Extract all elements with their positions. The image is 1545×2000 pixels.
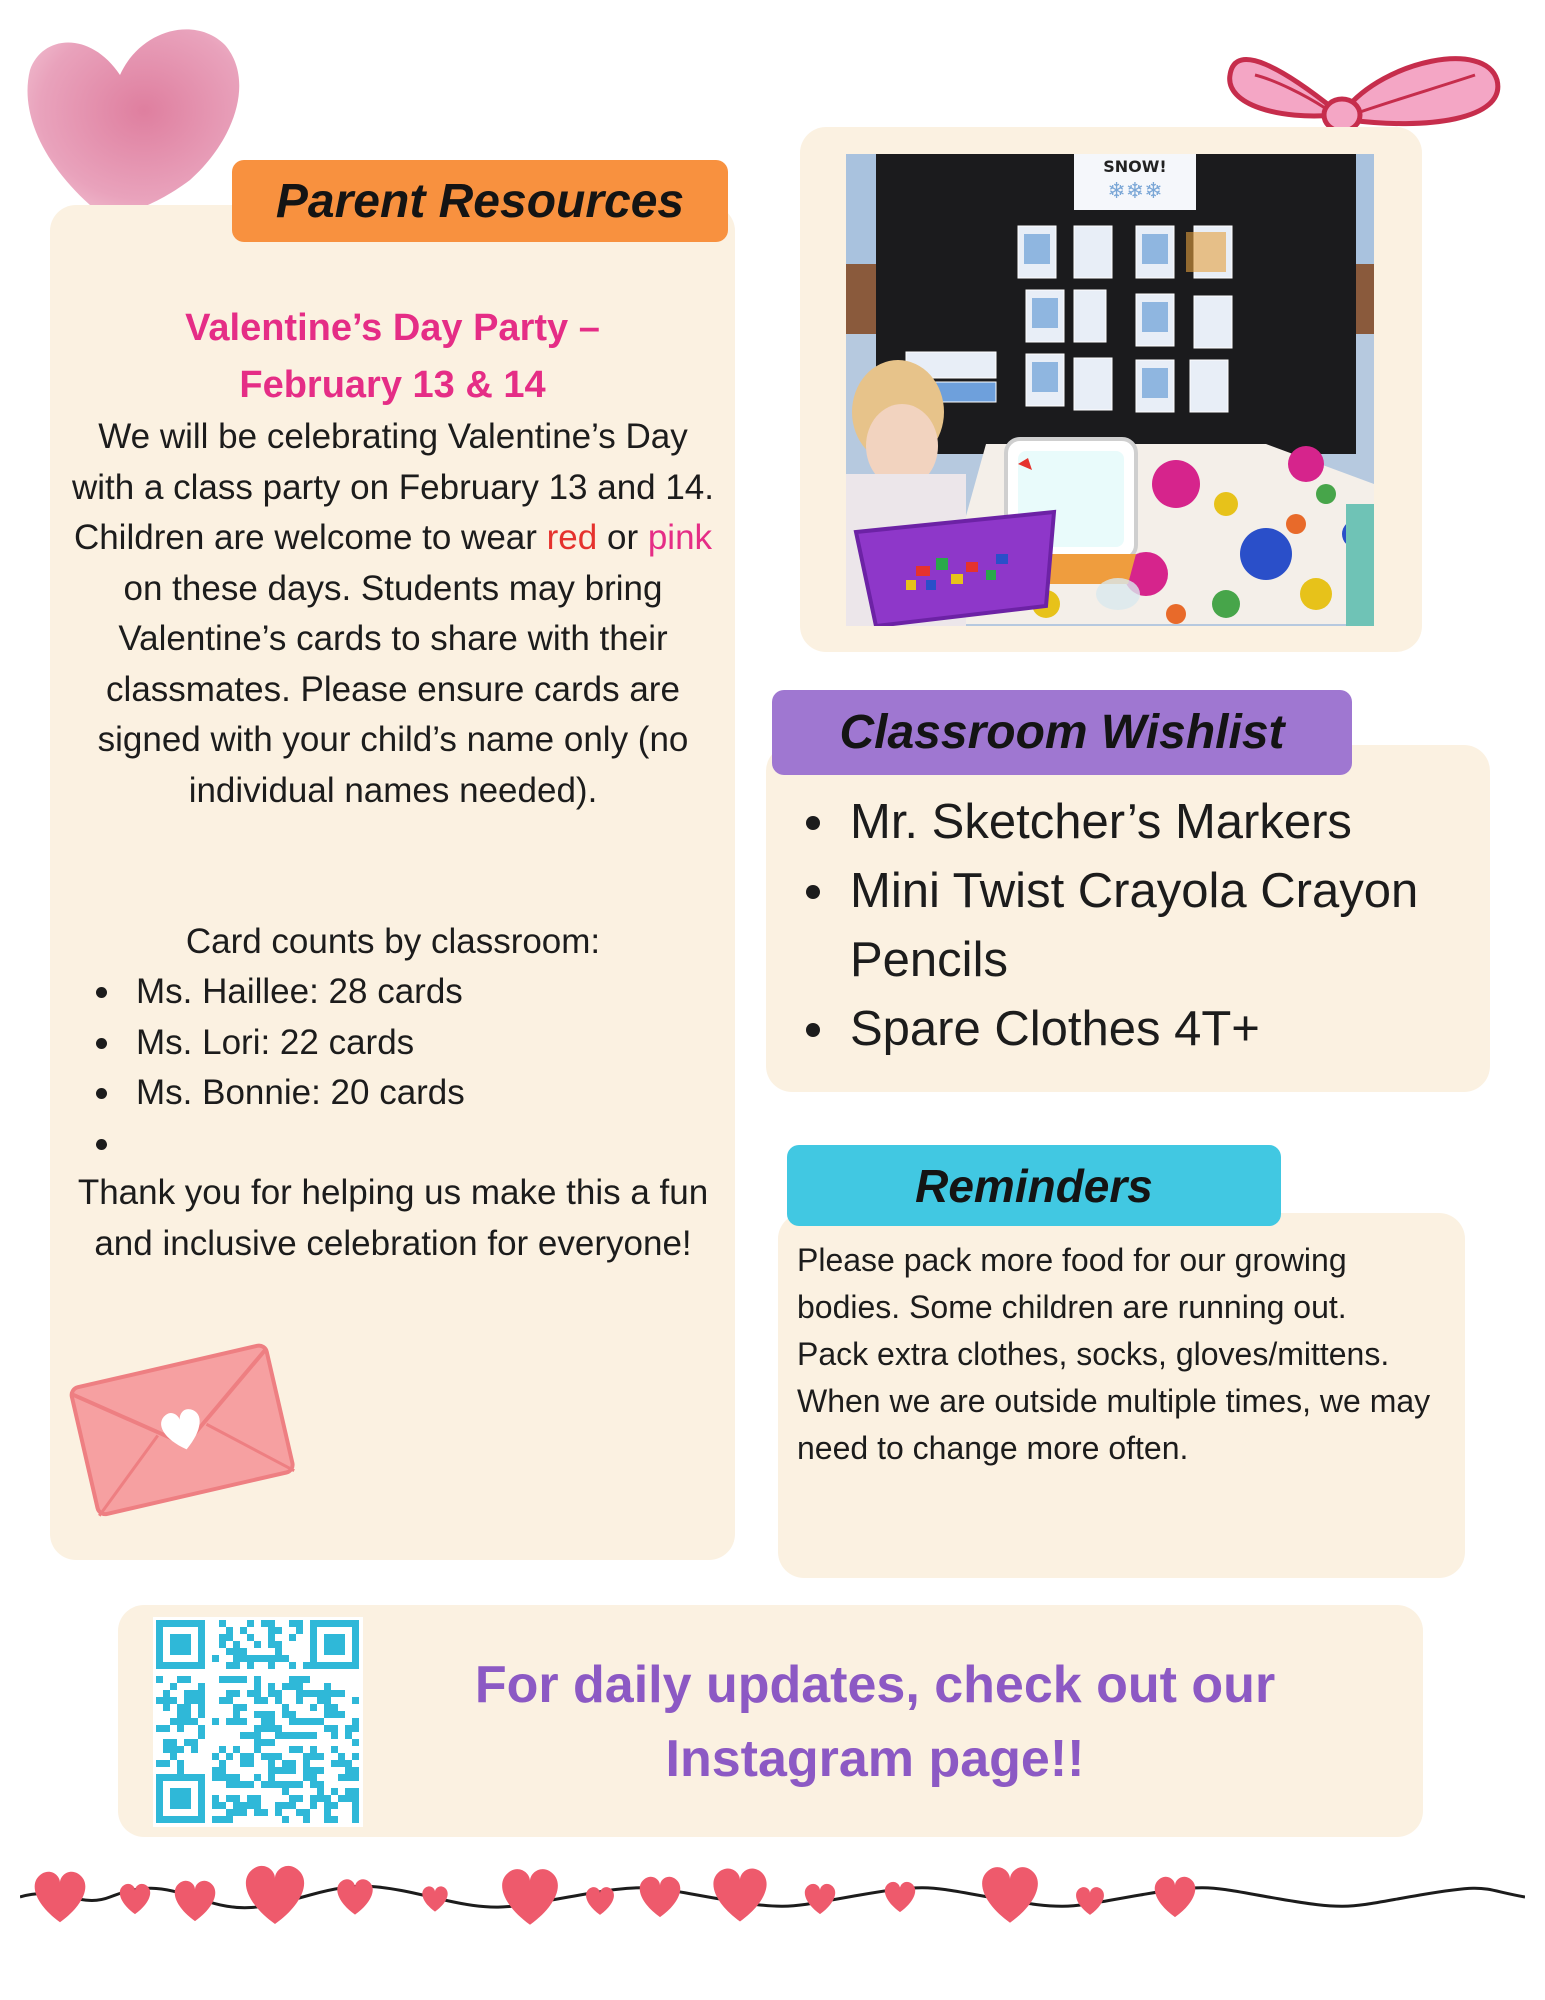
heart-icon <box>805 1884 835 1914</box>
reminders-title: Reminders <box>915 1159 1153 1212</box>
red-word: red <box>546 518 598 557</box>
qr-code-icon <box>153 1617 363 1827</box>
heart-icon <box>175 1881 216 1921</box>
heart-icon <box>35 1872 86 1922</box>
list-item <box>92 1119 465 1170</box>
watercolor-heart-icon <box>20 20 250 210</box>
heart-icon <box>502 1869 558 1925</box>
valentines-party-heading <box>80 300 705 414</box>
thank-you-text: Thank you for helping us make this a fun and inclusive celebration for everyone! <box>77 1173 709 1263</box>
heart-icon <box>713 1868 766 1921</box>
list-item: Mini Twist Crayola Crayon Pencils <box>800 857 1490 995</box>
reminders-text <box>797 1237 1457 1472</box>
instagram-line-2: Instagram page!! <box>665 1730 1085 1788</box>
snow-sign: SNOW! <box>1103 157 1167 176</box>
instagram-message <box>400 1648 1350 1796</box>
heading-line-1: Valentine’s Day Party – <box>185 307 600 349</box>
reminder-food: Please pack more food for our growing bodies. Some children are running out. <box>797 1242 1347 1325</box>
valentines-party-description <box>68 412 718 816</box>
parent-resources-tab <box>232 160 728 242</box>
heart-icon <box>422 1886 447 1911</box>
wishlist-title: Classroom Wishlist <box>839 706 1285 759</box>
heart-icon <box>640 1877 681 1917</box>
heart-icon <box>1076 1887 1104 1915</box>
list-item: Spare Clothes 4T+ <box>800 995 1490 1064</box>
heading-line-2: February 13 & 14 <box>239 364 546 406</box>
heart-icon <box>246 1866 304 1924</box>
description-part-1: We will be celebrating Valentine’s Day with a class party on February 13 and 14. Children are welcome to wear <box>71 417 714 557</box>
reminders-tab <box>787 1145 1281 1226</box>
snow-light-table-illustration <box>846 154 1374 626</box>
instagram-line-1: For daily updates, check out our <box>474 1656 1276 1714</box>
or-word: or <box>597 518 648 557</box>
list-item: Ms. Lori: 22 cards <box>92 1018 465 1069</box>
parent-resources-title: Parent Resources <box>275 174 685 228</box>
pink-word: pink <box>647 518 713 557</box>
hearts-border <box>20 1845 1525 1945</box>
description-part-2: on these days. Students may bring Valentine’s cards to share with their classmates. Please ensure cards are signed with your child’s name only (no individual names needed). <box>97 568 689 810</box>
heart-icon <box>1155 1877 1196 1917</box>
heart-icon <box>982 1867 1038 1923</box>
wishlist-items <box>800 788 1490 1064</box>
card-counts-list <box>92 967 465 1169</box>
heart-icon <box>885 1882 915 1912</box>
classroom-photo <box>846 154 1374 626</box>
card-counts-title: Card counts by classroom: <box>185 922 601 961</box>
list-item: Ms. Haillee: 28 cards <box>92 967 465 1018</box>
heart-icon <box>337 1879 372 1914</box>
list-item: Mr. Sketcher’s Markers <box>800 788 1490 857</box>
svg-text:❄❄❄: ❄❄❄ <box>1107 179 1163 204</box>
wishlist-tab <box>772 690 1352 775</box>
qr-code[interactable] <box>153 1617 363 1827</box>
list-item: Ms. Bonnie: 20 cards <box>92 1068 465 1119</box>
envelope-heart-icon <box>66 1330 296 1520</box>
reminder-clothes: Pack extra clothes, socks, gloves/mittens. When we are outside multiple times, we may need to change more often. <box>797 1336 1431 1466</box>
